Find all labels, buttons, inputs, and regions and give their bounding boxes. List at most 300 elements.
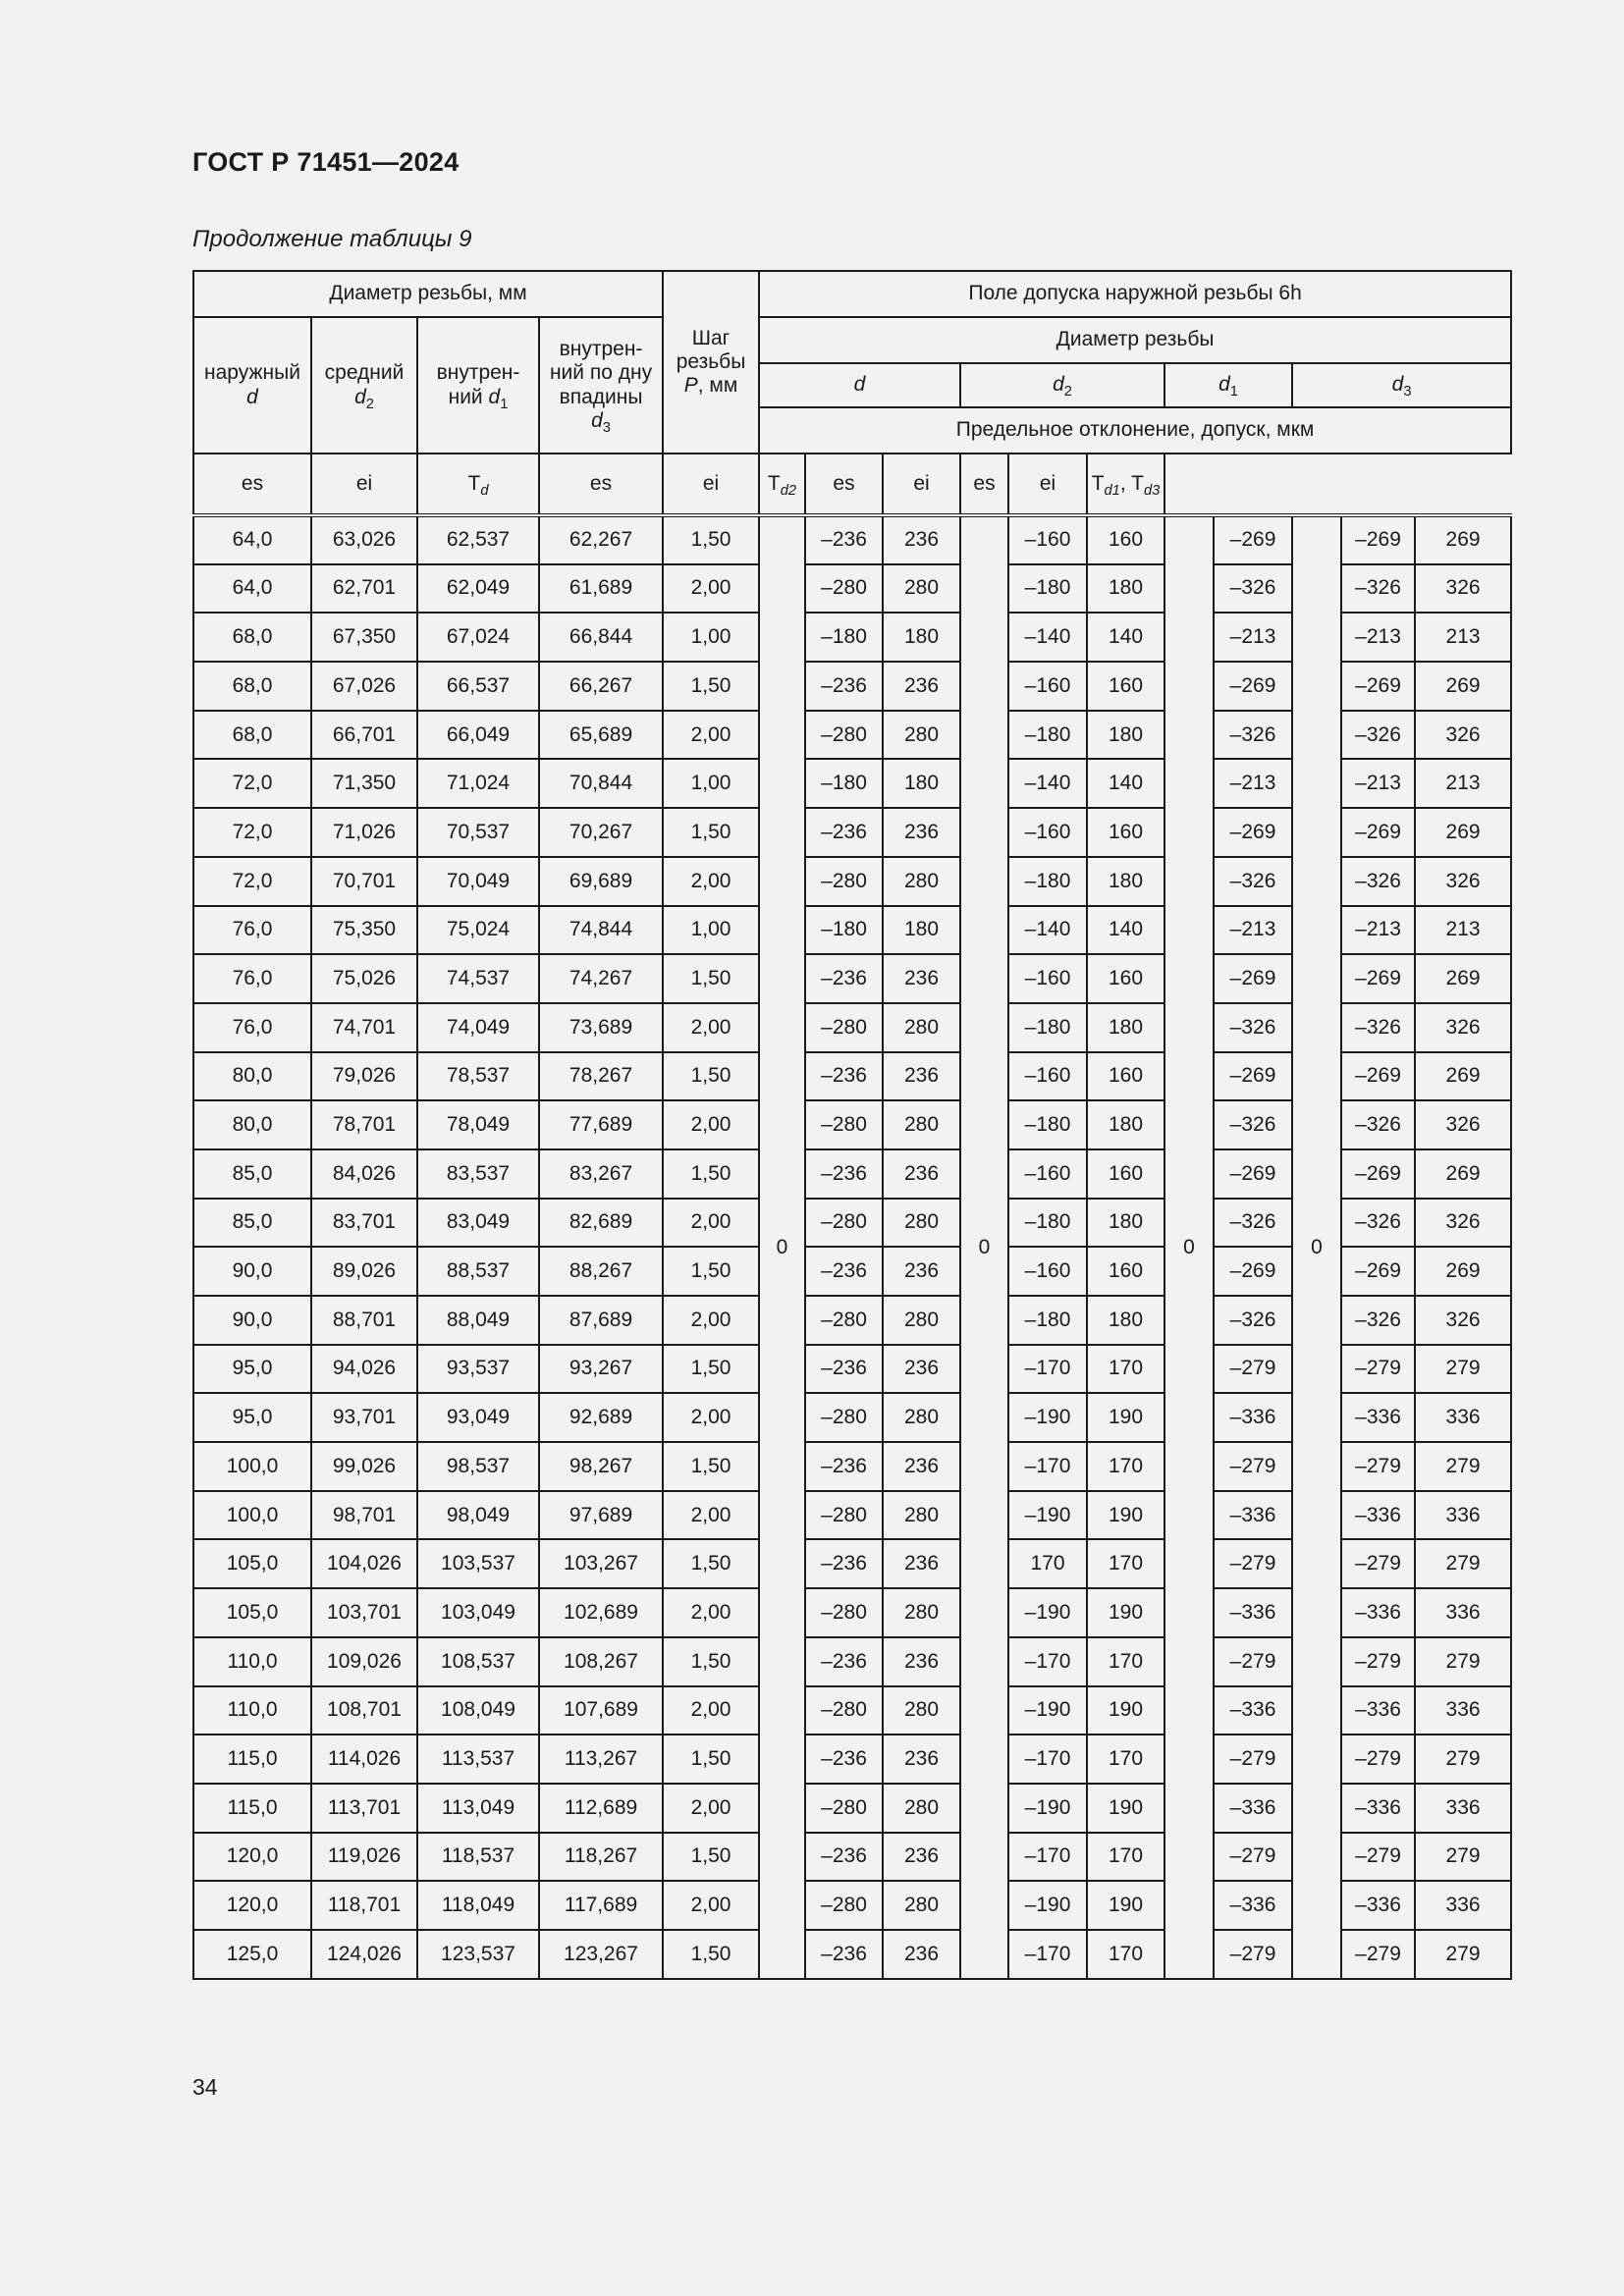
cell-ei-d3: –279 [1341, 1833, 1415, 1882]
cell-ei-d3: –269 [1341, 808, 1415, 857]
cell-t-d2: 140 [1087, 906, 1164, 955]
cell-middle-d2: 71,026 [311, 808, 417, 857]
root-label: внутрен- ний по дну впадины [549, 338, 653, 408]
cell-t-d1-d3: 279 [1415, 1930, 1511, 1979]
cell-t-d2: 140 [1087, 759, 1164, 808]
cell-ei-d3: –279 [1341, 1345, 1415, 1394]
cell-ei-d1: –326 [1214, 1003, 1292, 1052]
cell-pitch: 2,00 [663, 1296, 759, 1345]
cell-root-d3: 78,267 [539, 1052, 663, 1101]
cell-outer-d: 68,0 [193, 662, 311, 711]
cell-t-d1-d3: 269 [1415, 808, 1511, 857]
cell-pitch: 1,50 [663, 1247, 759, 1296]
middle-sub: 2 [365, 396, 374, 412]
cell-ei-d3: –336 [1341, 1588, 1415, 1637]
cell-middle-d2: 114,026 [311, 1735, 417, 1784]
cell-inner-d1: 93,049 [417, 1393, 539, 1442]
cell-root-d3: 98,267 [539, 1442, 663, 1491]
header-middle-diameter [311, 317, 417, 454]
cell-ei-d: –180 [805, 613, 883, 662]
cell-ei-d3: –326 [1341, 711, 1415, 760]
cell-ei-d2: –160 [1008, 1052, 1087, 1101]
cell-ei-d: –236 [805, 1442, 883, 1491]
cell-pitch: 1,50 [663, 1539, 759, 1588]
cell-ei-d: –280 [805, 1881, 883, 1930]
root-sub: 3 [602, 419, 611, 436]
cell-root-d3: 74,267 [539, 954, 663, 1003]
cell-root-d3: 61,689 [539, 564, 663, 614]
cell-ei-d3: –336 [1341, 1686, 1415, 1735]
cell-t-d1-d3: 279 [1415, 1442, 1511, 1491]
cell-outer-d: 90,0 [193, 1247, 311, 1296]
cell-ei-d3: –269 [1341, 954, 1415, 1003]
cell-pitch: 2,00 [663, 1003, 759, 1052]
cell-middle-d2: 83,701 [311, 1199, 417, 1248]
cell-ei-d: –280 [805, 1686, 883, 1735]
es-d1-value: 0 [1164, 515, 1214, 1979]
cell-t-d2: 160 [1087, 1149, 1164, 1199]
cell-inner-d1: 113,537 [417, 1735, 539, 1784]
cell-t-d1-d3: 269 [1415, 515, 1511, 564]
cell-outer-d: 76,0 [193, 1003, 311, 1052]
cell-inner-d1: 62,537 [417, 515, 539, 564]
cell-ei-d2: –170 [1008, 1833, 1087, 1882]
cell-root-d3: 82,689 [539, 1199, 663, 1248]
cell-ei-d: –236 [805, 1930, 883, 1979]
cell-ei-d: –280 [805, 1100, 883, 1149]
cell-t-d1-d3: 336 [1415, 1784, 1511, 1833]
cell-outer-d: 76,0 [193, 906, 311, 955]
cell-ei-d2: –180 [1008, 1100, 1087, 1149]
cell-pitch: 2,00 [663, 564, 759, 614]
cell-ei-d: –236 [805, 808, 883, 857]
cell-ei-d: –280 [805, 564, 883, 614]
cell-ei-d2: –170 [1008, 1735, 1087, 1784]
cell-ei-d: –280 [805, 1588, 883, 1637]
cell-t-d: 280 [883, 1686, 960, 1735]
cell-ei-d: –236 [805, 662, 883, 711]
cell-outer-d: 76,0 [193, 954, 311, 1003]
cell-middle-d2: 99,026 [311, 1442, 417, 1491]
cell-root-d3: 118,267 [539, 1833, 663, 1882]
cell-ei-d1: –326 [1214, 1296, 1292, 1345]
cell-inner-d1: 118,049 [417, 1881, 539, 1930]
cell-root-d3: 97,689 [539, 1491, 663, 1540]
hdr-es-d2: es [539, 454, 663, 515]
cell-root-d3: 103,267 [539, 1539, 663, 1588]
cell-ei-d2: –180 [1008, 1296, 1087, 1345]
cell-pitch: 2,00 [663, 1588, 759, 1637]
middle-label: средний [324, 361, 405, 385]
cell-pitch: 1,50 [663, 1833, 759, 1882]
cell-inner-d1: 67,024 [417, 613, 539, 662]
middle-symbol: d [354, 385, 366, 408]
cell-ei-d: –280 [805, 1491, 883, 1540]
hdr-es-d1: es [805, 454, 883, 515]
cell-middle-d2: 63,026 [311, 515, 417, 564]
cell-ei-d: –280 [805, 1393, 883, 1442]
cell-inner-d1: 103,537 [417, 1539, 539, 1588]
cell-t-d: 180 [883, 759, 960, 808]
cell-t-d: 236 [883, 662, 960, 711]
cell-ei-d1: –336 [1214, 1393, 1292, 1442]
cell-ei-d: –236 [805, 1247, 883, 1296]
cell-t-d2: 170 [1087, 1833, 1164, 1882]
cell-t-d1-d3: 326 [1415, 1199, 1511, 1248]
cell-middle-d2: 93,701 [311, 1393, 417, 1442]
cell-middle-d2: 98,701 [311, 1491, 417, 1540]
cell-middle-d2: 89,026 [311, 1247, 417, 1296]
cell-outer-d: 100,0 [193, 1442, 311, 1491]
cell-ei-d: –236 [805, 1345, 883, 1394]
cell-root-d3: 70,844 [539, 759, 663, 808]
cell-middle-d2: 71,350 [311, 759, 417, 808]
cell-t-d2: 180 [1087, 1003, 1164, 1052]
cell-t-d2: 140 [1087, 613, 1164, 662]
cell-ei-d2: –180 [1008, 1003, 1087, 1052]
cell-ei-d: –236 [805, 1637, 883, 1686]
header-inner-diameter [417, 317, 539, 454]
pitch-symbol: P [683, 374, 698, 398]
cell-t-d1-d3: 279 [1415, 1345, 1511, 1394]
cell-t-d: 236 [883, 1930, 960, 1979]
header-tolerance-field: Поле допуска наружной резьбы 6h [759, 271, 1511, 317]
cell-ei-d3: –326 [1341, 564, 1415, 614]
hdr-t-d2: $T_{d2}$ [759, 454, 805, 515]
cell-t-d: 236 [883, 1247, 960, 1296]
cell-ei-d1: –336 [1214, 1784, 1292, 1833]
cell-ei-d: –236 [805, 1539, 883, 1588]
page-number: 34 [192, 2074, 218, 2100]
cell-inner-d1: 113,049 [417, 1784, 539, 1833]
cell-middle-d2: 62,701 [311, 564, 417, 614]
cell-outer-d: 105,0 [193, 1539, 311, 1588]
table-caption: Продолжение таблицы 9 [192, 226, 472, 252]
table-header [193, 271, 1511, 515]
cell-t-d1-d3: 213 [1415, 613, 1511, 662]
hdr-ei-d3: ei [1008, 454, 1087, 515]
cell-ei-d1: –213 [1214, 906, 1292, 955]
cell-t-d2: 170 [1087, 1930, 1164, 1979]
cell-ei-d1: –279 [1214, 1930, 1292, 1979]
cell-inner-d1: 108,537 [417, 1637, 539, 1686]
cell-middle-d2: 109,026 [311, 1637, 417, 1686]
cell-inner-d1: 118,537 [417, 1833, 539, 1882]
cell-ei-d3: –269 [1341, 1149, 1415, 1199]
cell-t-d2: 190 [1087, 1784, 1164, 1833]
cell-ei-d2: –160 [1008, 808, 1087, 857]
cell-t-d1-d3: 336 [1415, 1588, 1511, 1637]
inner-symbol: d [488, 385, 501, 408]
cell-ei-d2: –190 [1008, 1686, 1087, 1735]
cell-ei-d2: –180 [1008, 1199, 1087, 1248]
cell-pitch: 1,50 [663, 1345, 759, 1394]
cell-root-d3: 92,689 [539, 1393, 663, 1442]
hdr-t-d1-d3: $T_{d1}$, $T_{d3}$ [1087, 454, 1164, 515]
cell-root-d3: 70,267 [539, 808, 663, 857]
cell-ei-d3: –269 [1341, 662, 1415, 711]
cell-inner-d1: 74,537 [417, 954, 539, 1003]
cell-pitch: 1,50 [663, 1735, 759, 1784]
inner-label: внутрен- ний [436, 361, 520, 408]
cell-outer-d: 72,0 [193, 857, 311, 906]
cell-t-d1-d3: 336 [1415, 1686, 1511, 1735]
cell-inner-d1: 88,049 [417, 1296, 539, 1345]
cell-ei-d3: –279 [1341, 1930, 1415, 1979]
cell-inner-d1: 83,049 [417, 1199, 539, 1248]
cell-pitch: 1,50 [663, 1442, 759, 1491]
cell-t-d1-d3: 213 [1415, 906, 1511, 955]
header-limit-deviation: Предельное отклонение, допуск, мкм [759, 407, 1511, 454]
cell-middle-d2: 75,350 [311, 906, 417, 955]
hdr-ei-d: ei [311, 454, 417, 515]
cell-t-d: 236 [883, 1345, 960, 1394]
cell-outer-d: 105,0 [193, 1588, 311, 1637]
cell-root-d3: 65,689 [539, 711, 663, 760]
cell-t-d1-d3: 326 [1415, 1003, 1511, 1052]
cell-t-d: 180 [883, 906, 960, 955]
cell-inner-d1: 71,024 [417, 759, 539, 808]
cell-inner-d1: 74,049 [417, 1003, 539, 1052]
cell-ei-d: –280 [805, 1199, 883, 1248]
cell-t-d: 236 [883, 1833, 960, 1882]
cell-t-d2: 180 [1087, 711, 1164, 760]
cell-root-d3: 107,689 [539, 1686, 663, 1735]
cell-t-d2: 170 [1087, 1735, 1164, 1784]
cell-ei-d2: –190 [1008, 1784, 1087, 1833]
cell-ei-d3: –213 [1341, 759, 1415, 808]
cell-t-d: 236 [883, 1149, 960, 1199]
cell-ei-d3: –213 [1341, 613, 1415, 662]
cell-outer-d: 100,0 [193, 1491, 311, 1540]
cell-t-d: 236 [883, 1052, 960, 1101]
cell-middle-d2: 66,701 [311, 711, 417, 760]
cell-outer-d: 72,0 [193, 759, 311, 808]
cell-ei-d1: –213 [1214, 613, 1292, 662]
cell-ei-d2: –190 [1008, 1881, 1087, 1930]
cell-t-d2: 180 [1087, 1100, 1164, 1149]
cell-inner-d1: 93,537 [417, 1345, 539, 1394]
cell-root-d3: 93,267 [539, 1345, 663, 1394]
cell-t-d: 280 [883, 1881, 960, 1930]
cell-ei-d3: –269 [1341, 515, 1415, 564]
cell-ei-d: –236 [805, 954, 883, 1003]
cell-t-d1-d3: 279 [1415, 1833, 1511, 1882]
cell-outer-d: 90,0 [193, 1296, 311, 1345]
cell-ei-d3: –279 [1341, 1442, 1415, 1491]
cell-pitch: 2,00 [663, 1784, 759, 1833]
cell-ei-d1: –326 [1214, 857, 1292, 906]
cell-t-d: 180 [883, 613, 960, 662]
cell-ei-d1: –213 [1214, 759, 1292, 808]
cell-ei-d2: –180 [1008, 711, 1087, 760]
cell-ei-d3: –326 [1341, 1003, 1415, 1052]
cell-pitch: 1,50 [663, 808, 759, 857]
cell-ei-d: –280 [805, 1296, 883, 1345]
cell-ei-d3: –279 [1341, 1539, 1415, 1588]
cell-t-d1-d3: 269 [1415, 954, 1511, 1003]
cell-ei-d1: –269 [1214, 1247, 1292, 1296]
cell-ei-d1: –269 [1214, 954, 1292, 1003]
cell-t-d1-d3: 269 [1415, 1149, 1511, 1199]
cell-ei-d1: –279 [1214, 1637, 1292, 1686]
cell-pitch: 2,00 [663, 1199, 759, 1248]
cell-ei-d1: –326 [1214, 1199, 1292, 1248]
cell-ei-d1: –279 [1214, 1442, 1292, 1491]
cell-t-d2: 180 [1087, 1199, 1164, 1248]
pitch-label: Шаг резьбы [676, 326, 746, 373]
cell-outer-d: 115,0 [193, 1735, 311, 1784]
cell-t-d1-d3: 269 [1415, 1052, 1511, 1101]
cell-t-d: 280 [883, 1003, 960, 1052]
cell-t-d: 236 [883, 808, 960, 857]
cell-ei-d1: –269 [1214, 1149, 1292, 1199]
cell-ei-d: –236 [805, 1052, 883, 1101]
cell-pitch: 1,50 [663, 1149, 759, 1199]
header-thread-diameter: Диаметр резьбы [759, 317, 1511, 363]
cell-middle-d2: 113,701 [311, 1784, 417, 1833]
cell-pitch: 1,50 [663, 515, 759, 564]
cell-pitch: 2,00 [663, 1491, 759, 1540]
cell-t-d: 280 [883, 1100, 960, 1149]
cell-outer-d: 95,0 [193, 1345, 311, 1394]
cell-t-d1-d3: 269 [1415, 662, 1511, 711]
cell-ei-d2: –190 [1008, 1588, 1087, 1637]
cell-ei-d: –280 [805, 857, 883, 906]
cell-middle-d2: 103,701 [311, 1588, 417, 1637]
cell-t-d1-d3: 279 [1415, 1539, 1511, 1588]
cell-ei-d: –180 [805, 906, 883, 955]
hdr-ei-d2: ei [663, 454, 759, 515]
cell-pitch: 1,50 [663, 1052, 759, 1101]
cell-t-d2: 160 [1087, 1052, 1164, 1101]
cell-middle-d2: 75,026 [311, 954, 417, 1003]
cell-t-d1-d3: 326 [1415, 1100, 1511, 1149]
cell-outer-d: 72,0 [193, 808, 311, 857]
cell-outer-d: 125,0 [193, 1930, 311, 1979]
cell-ei-d1: –336 [1214, 1686, 1292, 1735]
cell-root-d3: 77,689 [539, 1100, 663, 1149]
cell-t-d: 280 [883, 1296, 960, 1345]
cell-t-d1-d3: 326 [1415, 564, 1511, 614]
header-outer-diameter [193, 317, 311, 454]
cell-middle-d2: 67,350 [311, 613, 417, 662]
cell-pitch: 1,00 [663, 759, 759, 808]
cell-t-d1-d3: 336 [1415, 1491, 1511, 1540]
cell-middle-d2: 124,026 [311, 1930, 417, 1979]
es-d-value: 0 [759, 515, 805, 1979]
cell-root-d3: 83,267 [539, 1149, 663, 1199]
cell-ei-d2: –160 [1008, 662, 1087, 711]
cell-ei-d3: –213 [1341, 906, 1415, 955]
group-d: d [759, 363, 960, 407]
cell-t-d2: 190 [1087, 1393, 1164, 1442]
cell-inner-d1: 66,537 [417, 662, 539, 711]
cell-t-d1-d3: 269 [1415, 1247, 1511, 1296]
cell-root-d3: 123,267 [539, 1930, 663, 1979]
cell-outer-d: 68,0 [193, 711, 311, 760]
cell-pitch: 2,00 [663, 857, 759, 906]
cell-pitch: 1,50 [663, 1930, 759, 1979]
cell-middle-d2: 74,701 [311, 1003, 417, 1052]
cell-t-d: 236 [883, 1637, 960, 1686]
cell-inner-d1: 98,537 [417, 1442, 539, 1491]
cell-ei-d2: –180 [1008, 857, 1087, 906]
cell-inner-d1: 83,537 [417, 1149, 539, 1199]
cell-ei-d1: –326 [1214, 564, 1292, 614]
cell-t-d: 280 [883, 711, 960, 760]
cell-outer-d: 68,0 [193, 613, 311, 662]
cell-pitch: 2,00 [663, 1686, 759, 1735]
cell-ei-d3: –326 [1341, 1296, 1415, 1345]
cell-t-d1-d3: 279 [1415, 1735, 1511, 1784]
cell-inner-d1: 70,537 [417, 808, 539, 857]
cell-ei-d: –236 [805, 1833, 883, 1882]
cell-t-d2: 160 [1087, 515, 1164, 564]
cell-t-d: 280 [883, 1199, 960, 1248]
cell-pitch: 2,00 [663, 1393, 759, 1442]
table-row [193, 515, 1511, 564]
cell-ei-d1: –269 [1214, 662, 1292, 711]
cell-t-d1-d3: 336 [1415, 1393, 1511, 1442]
cell-inner-d1: 66,049 [417, 711, 539, 760]
cell-t-d1-d3: 213 [1415, 759, 1511, 808]
header-thread-diameter-mm: Диаметр резьбы, мм [193, 271, 663, 317]
cell-t-d: 280 [883, 1393, 960, 1442]
cell-root-d3: 117,689 [539, 1881, 663, 1930]
cell-middle-d2: 94,026 [311, 1345, 417, 1394]
cell-outer-d: 64,0 [193, 515, 311, 564]
cell-ei-d1: –336 [1214, 1588, 1292, 1637]
cell-ei-d3: –279 [1341, 1735, 1415, 1784]
outer-label: наружный [204, 361, 300, 385]
cell-inner-d1: 78,049 [417, 1100, 539, 1149]
cell-pitch: 2,00 [663, 711, 759, 760]
cell-ei-d3: –269 [1341, 1052, 1415, 1101]
cell-ei-d2: –140 [1008, 759, 1087, 808]
cell-outer-d: 110,0 [193, 1637, 311, 1686]
cell-inner-d1: 123,537 [417, 1930, 539, 1979]
pitch-unit: , мм [697, 374, 738, 398]
cell-ei-d: –280 [805, 1003, 883, 1052]
cell-t-d2: 170 [1087, 1345, 1164, 1394]
cell-t-d: 236 [883, 515, 960, 564]
cell-ei-d2: –160 [1008, 954, 1087, 1003]
cell-inner-d1: 88,537 [417, 1247, 539, 1296]
cell-pitch: 1,50 [663, 662, 759, 711]
cell-middle-d2: 119,026 [311, 1833, 417, 1882]
cell-ei-d2: –190 [1008, 1491, 1087, 1540]
hdr-ei-d1: ei [883, 454, 960, 515]
cell-ei-d1: –269 [1214, 808, 1292, 857]
cell-t-d1-d3: 326 [1415, 711, 1511, 760]
cell-root-d3: 66,267 [539, 662, 663, 711]
cell-t-d1-d3: 326 [1415, 857, 1511, 906]
cell-inner-d1: 70,049 [417, 857, 539, 906]
cell-t-d: 236 [883, 1442, 960, 1491]
cell-ei-d3: –326 [1341, 1100, 1415, 1149]
cell-ei-d1: –279 [1214, 1833, 1292, 1882]
cell-root-d3: 88,267 [539, 1247, 663, 1296]
cell-middle-d2: 67,026 [311, 662, 417, 711]
cell-ei-d2: –190 [1008, 1393, 1087, 1442]
thread-tolerance-table [192, 270, 1512, 1980]
cell-ei-d1: –269 [1214, 1052, 1292, 1101]
group-d2: $d_2$ [960, 363, 1164, 407]
cell-ei-d1: –279 [1214, 1735, 1292, 1784]
es-d3-value: 0 [1292, 515, 1341, 1979]
cell-t-d: 280 [883, 564, 960, 614]
